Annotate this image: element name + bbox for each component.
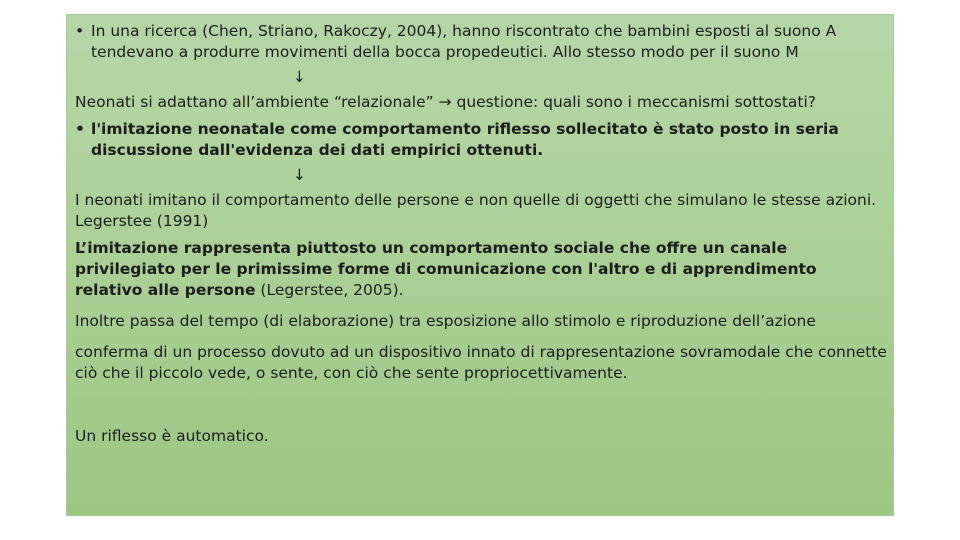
bullet-chen-study <box>75 21 889 63</box>
paragraph-tempo-elaborazione: Inoltre passa del tempo (di elaborazione) tra esposizione allo stimolo e riproduzione dell’azione <box>75 312 816 330</box>
down-arrow-2 <box>75 165 889 186</box>
paragraph-neonati-adattano: Neonati si adattano all’ambiente “relazionale” → questione: quali sono i meccanismi sottostati? <box>75 93 817 111</box>
paragraph-imitazione-sociale-ref: (Legerstee, 2005). <box>260 281 404 299</box>
bullet-dot: • <box>75 22 85 40</box>
bullet-imitazione-neonatale-text: l'imitazione neonatale come comportamento riflesso sollecitato è stato posto in seria discussione dall'evidenza dei dati empirici ottenuti. <box>91 120 839 159</box>
text-content <box>75 21 889 447</box>
down-arrow-icon: ↓ <box>293 166 306 184</box>
paragraph-neonati-imitano: I neonati imitano il comportamento delle persone e non quelle di oggetti che simulano le stesse azioni. Legerstee (1991) <box>75 191 877 230</box>
paragraph-imitazione-sociale-bold: L’imitazione rappresenta piuttosto un comportamento sociale che offre un canale privilegiato per le primissime forme di comunicazione con l'altro e di apprendimento relativo alle persone <box>75 239 817 299</box>
paragraph-dispositivo-innato: conferma di un processo dovuto ad un dispositivo innato di rappresentazione sovramodale che connette ciò che il piccolo vede, o sente, con ciò che sente propriocettivamente. <box>75 343 887 382</box>
bullet-dot: • <box>75 120 85 138</box>
bullet-imitazione-neonatale <box>75 119 889 161</box>
down-arrow-1 <box>75 67 889 88</box>
bullet-chen-study-text: In una ricerca (Chen, Striano, Rakoczy, 2004), hanno riscontrato che bambini esposti al suono A tendevano a produrre movimenti della bocca propedeutici. Allo stesso modo per il suono M <box>91 22 837 61</box>
paragraph-imitazione-sociale <box>75 238 889 301</box>
paragraph-riflesso-automatico: Un riflesso è automatico. <box>75 427 269 445</box>
down-arrow-icon: ↓ <box>293 68 306 86</box>
text-box <box>66 14 894 516</box>
